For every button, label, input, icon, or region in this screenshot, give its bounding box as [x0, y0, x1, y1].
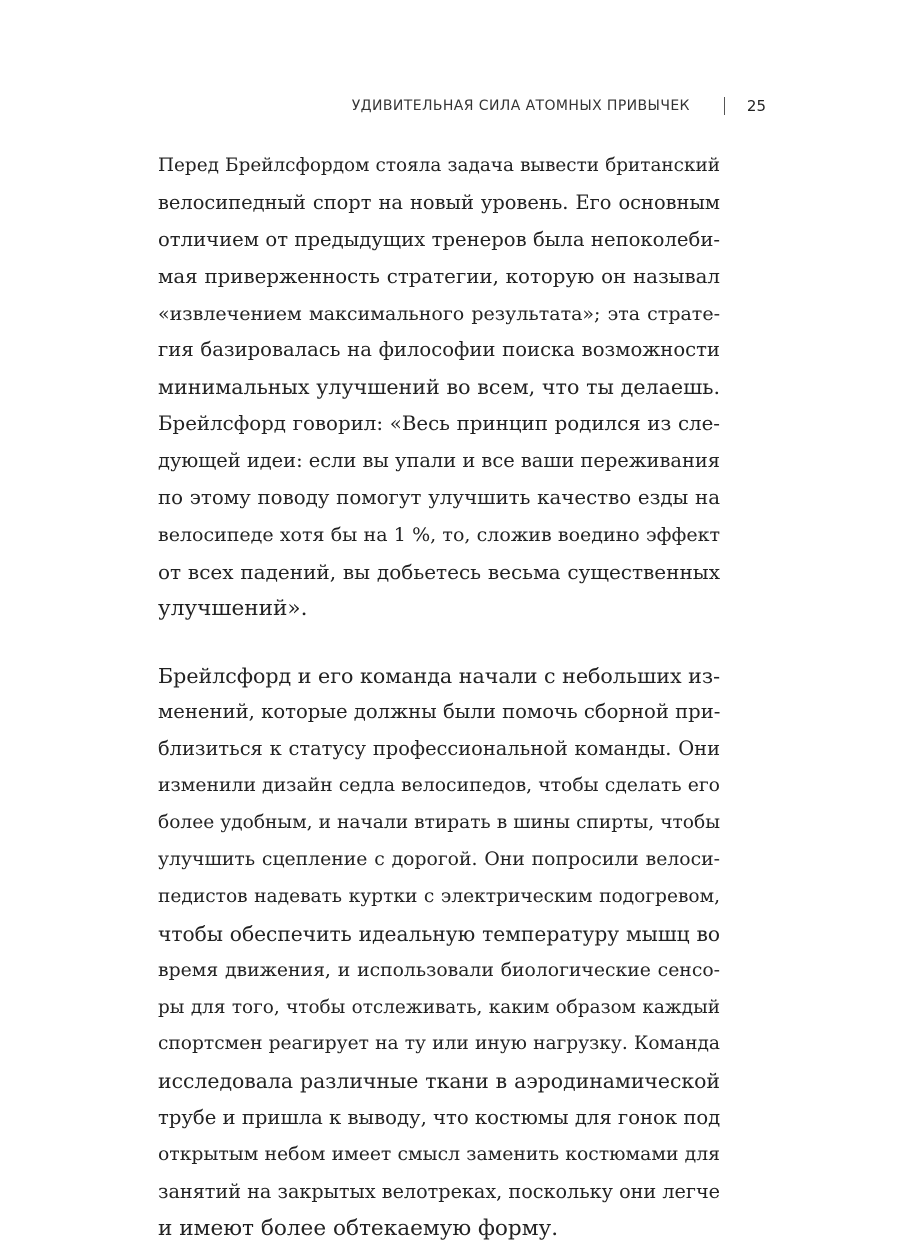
paragraph-1 [158, 148, 720, 628]
chapter-title: УДИВИТЕЛЬНАЯ СИЛА АТОМНЫХ ПРИВЫЧЕК [351, 98, 690, 114]
text-line: дующей идеи: если вы упали и все ваши переживания [158, 449, 720, 473]
text-line: от всех падений, вы добьетесь весьма существенных [158, 559, 720, 584]
text-line: спортсмен реагирует на ту или иную нагрузку. Команда [158, 1033, 720, 1055]
text-line: педистов надевать куртки с электрическим подогревом, [158, 885, 720, 907]
text-line: Брейлсфорд и его команда начали с небольших из- [158, 663, 720, 688]
text-line: исследовала различные ткани в аэродинамической [158, 1069, 720, 1094]
text-line: отличием от предыдущих тренеров была непоколеби- [158, 227, 720, 251]
paragraph-2 [158, 658, 720, 1248]
text-line: трубе и пришла к выводу, что костюмы для гонок под [158, 1106, 720, 1130]
text-line: более удобным, и начали втирать в шины спирты, чтобы [158, 812, 720, 834]
text-line: мая приверженность стратегии, которую он называл [158, 264, 720, 288]
text-line: велосипеде хотя бы на 1 %, то, сложив воедино эффект [158, 523, 720, 546]
text-line: и имеют более обтекаемую форму. [158, 1215, 559, 1241]
text-line: Перед Брейлсфордом стояла задача вывести британский [158, 155, 720, 176]
text-line: близиться к статусу профессиональной команды. Они [158, 737, 720, 761]
text-line: менений, которые должны были помочь сборной при- [158, 700, 720, 724]
text-line: открытым небом имеет смысл заменить костюмами для [158, 1144, 720, 1166]
text-line: гия базировалась на философии поиска возможности [158, 338, 720, 362]
text-line: улучшений». [158, 595, 308, 621]
text-line: минимальных улучшений во всем, что ты делаешь. [158, 375, 720, 400]
text-line: занятий на закрытых велотреках, поскольку они легче [158, 1180, 720, 1204]
text-line: по этому поводу помогут улучшить качество езды на [158, 486, 720, 510]
header-divider [724, 97, 725, 115]
text-line: изменили дизайн седла велосипедов, чтобы сделать его [158, 775, 720, 797]
text-line: «извлечением максимального результата»; эта страте- [158, 302, 720, 325]
text-line: чтобы обеспечить идеальную температуру мышц во [158, 921, 720, 946]
text-line: время движения, и использовали биологические сенсо- [158, 959, 720, 981]
text-line: ры для того, чтобы отслеживать, каким образом каждый [158, 996, 720, 1018]
body-text [158, 148, 720, 1248]
running-header [156, 94, 766, 118]
text-line: велосипедный спорт на новый уровень. Его основным [158, 190, 720, 214]
text-line: улучшить сцепление с дорогой. Они попросили велоси- [158, 849, 720, 871]
page-number: 25 [746, 97, 766, 115]
text-line: Брейлсфорд говорил: «Весь принцип родился из сле- [158, 412, 720, 436]
